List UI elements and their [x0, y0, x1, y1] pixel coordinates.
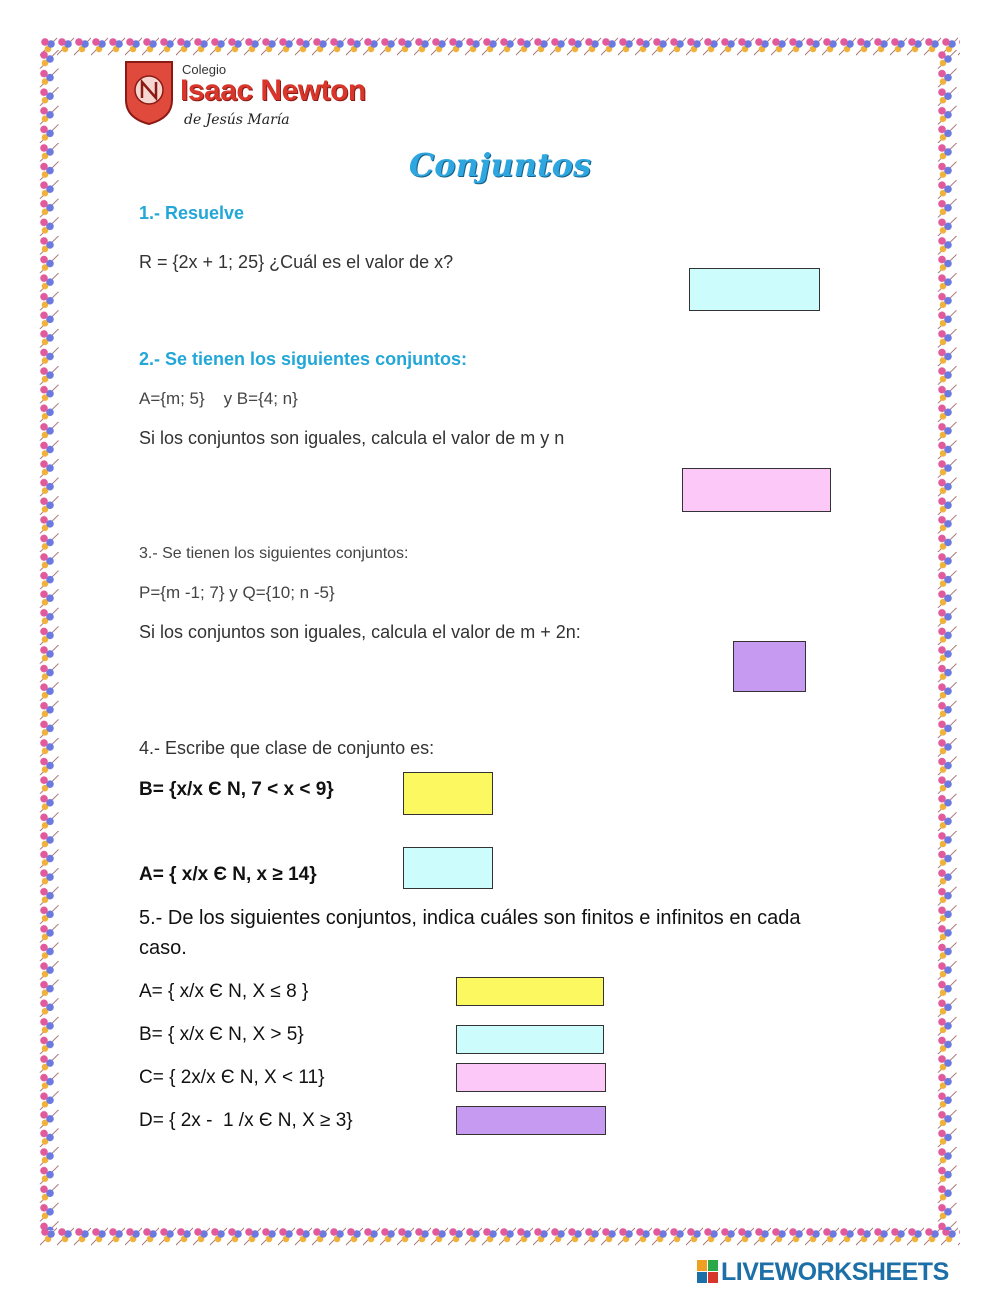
- q4-set-b: B= {x/x Є N, 7 < x < 9}: [139, 779, 334, 800]
- q3-text: Si los conjuntos son iguales, calcula el valor de m + 2n:: [139, 622, 581, 642]
- q4-set-a: A= { x/x Є N, x ≥ 14}: [139, 864, 317, 885]
- q1-heading: 1.- Resuelve: [139, 203, 245, 223]
- q2-answer-input[interactable]: [682, 468, 831, 512]
- q2-sets: A={m; 5} y B={4; n}: [139, 389, 298, 408]
- logo-small-text: Colegio: [182, 62, 227, 77]
- q5-item-d-answer-input[interactable]: [456, 1106, 606, 1135]
- liveworksheets-brand: LIVEWORKSHEETS: [721, 1258, 949, 1286]
- logo-subtitle: de Jesús María: [184, 112, 290, 128]
- q3-heading: 3.- Se tienen los siguientes conjuntos:: [139, 545, 409, 562]
- q4-set-a-answer-input[interactable]: [403, 847, 493, 889]
- q3-answer-input[interactable]: [733, 641, 806, 692]
- q4-heading: 4.- Escribe que clase de conjunto es:: [139, 738, 435, 758]
- balloon-border-left: [38, 50, 60, 1230]
- q5-item-a: A= { x/x Є N, X ≤ 8 }: [139, 981, 309, 1002]
- q2-heading: 2.- Se tienen los siguientes conjuntos:: [139, 349, 468, 369]
- q3-sets: P={m -1; 7} y Q={10; n -5}: [139, 583, 335, 602]
- q5-item-b-answer-input[interactable]: [456, 1025, 604, 1054]
- logo-name: Isaac Newton: [180, 74, 366, 107]
- balloon-border-right: [936, 50, 958, 1230]
- q1-answer-input[interactable]: [689, 268, 820, 311]
- q5-heading-line1: 5.- De los siguientes conjuntos, indica cuáles son finitos e infinitos en cada: [139, 907, 801, 929]
- balloon-border-bottom: [40, 1226, 960, 1246]
- q5-item-d: D= { 2x - 1 /x Є N, X ≥ 3}: [139, 1110, 353, 1131]
- q5-item-a-answer-input[interactable]: [456, 977, 604, 1006]
- liveworksheets-logo[interactable]: [697, 1258, 993, 1286]
- q5-heading-line2: caso.: [139, 937, 187, 959]
- q1-text: R = {2x + 1; 25} ¿Cuál es el valor de x?: [139, 252, 454, 272]
- school-logo: [124, 60, 394, 132]
- q5-item-b: B= { x/x Є N, X > 5}: [139, 1024, 304, 1045]
- q5-item-c-answer-input[interactable]: [456, 1063, 606, 1092]
- school-shield-icon: [124, 60, 174, 126]
- q2-text: Si los conjuntos son iguales, calcula el valor de m y n: [139, 428, 565, 448]
- q5-item-c: C= { 2x/x Є N, X < 11}: [139, 1067, 325, 1088]
- balloon-border-top: [40, 36, 960, 56]
- liveworksheets-icon: [697, 1260, 719, 1284]
- q4-set-b-answer-input[interactable]: [403, 772, 493, 815]
- page-title: Conjuntos: [408, 146, 592, 184]
